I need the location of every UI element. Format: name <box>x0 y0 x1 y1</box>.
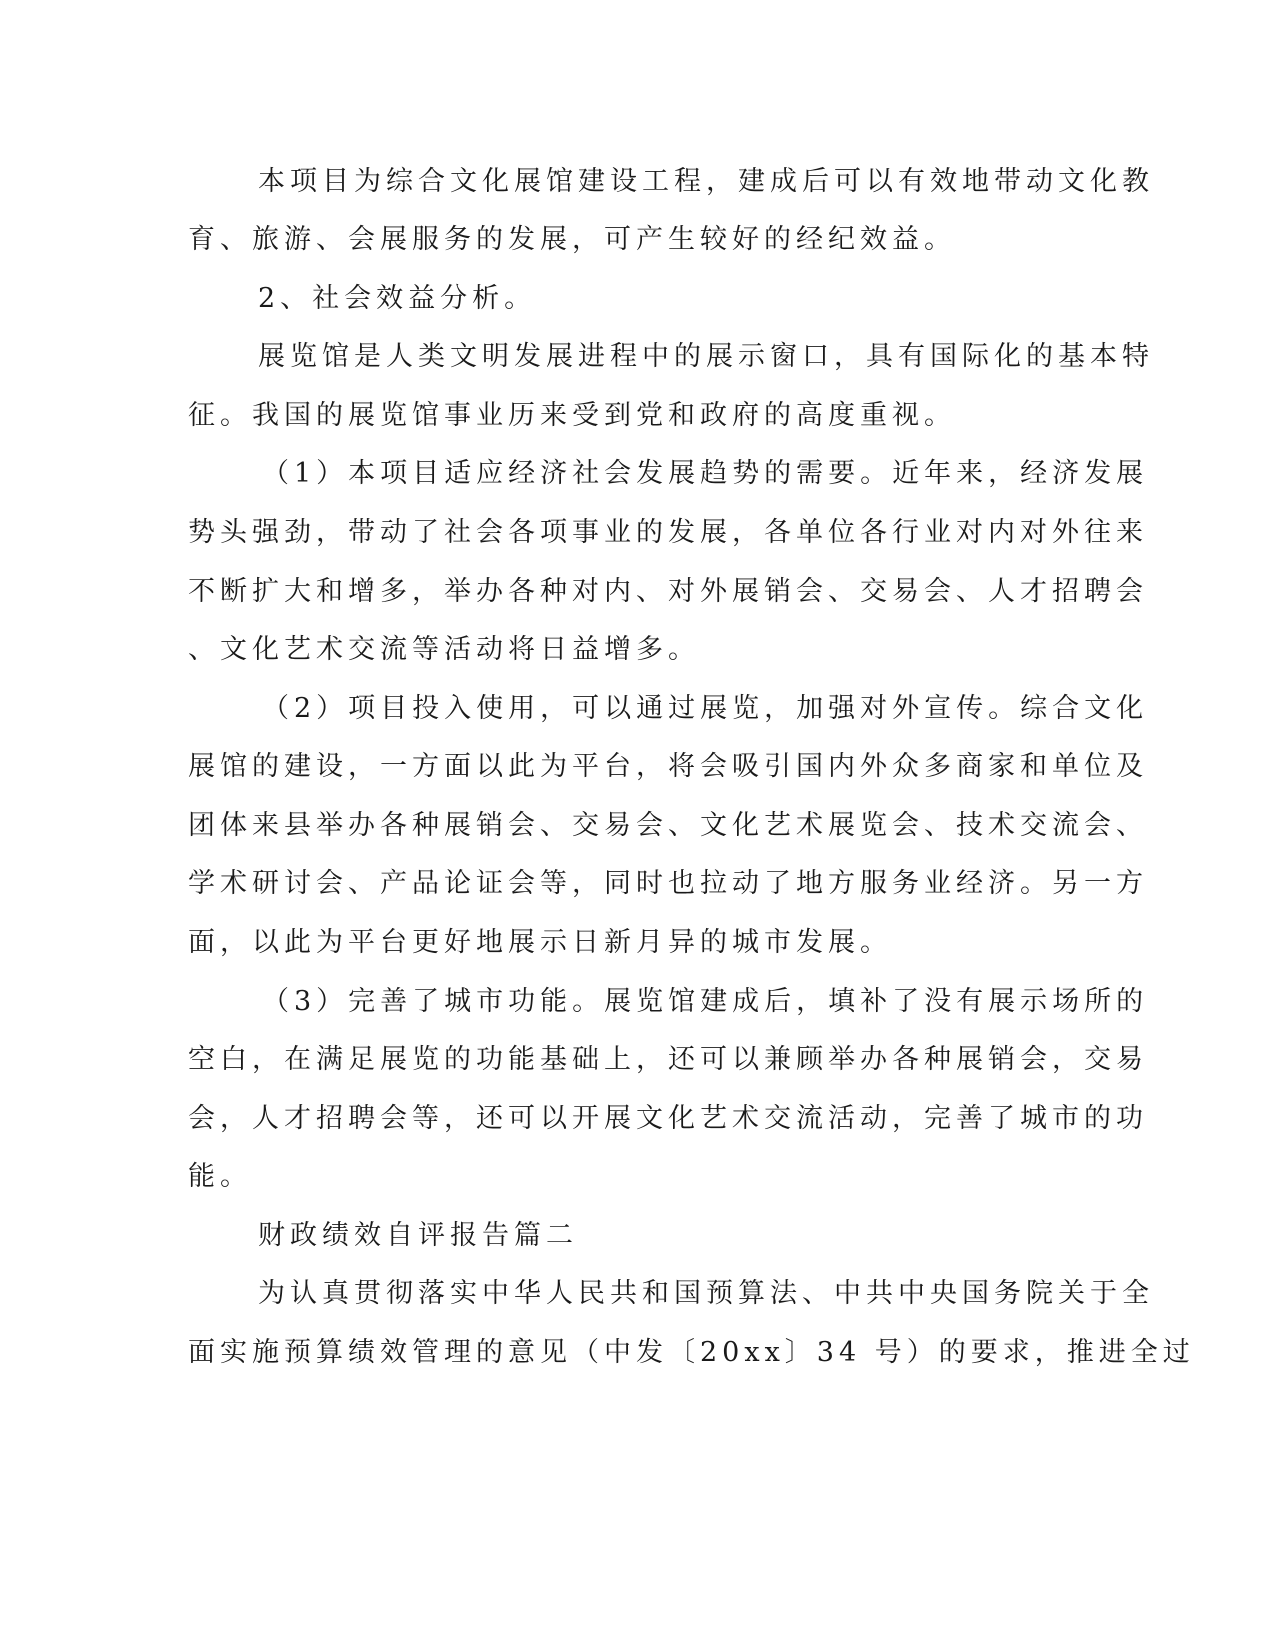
paragraph-line: （1）本项目适应经济社会发展趋势的需要。近年来，经济发展 <box>262 458 1149 489</box>
paragraph-line: （2）项目投入使用，可以通过展览，加强对外宣传。综合文化 <box>262 693 1149 724</box>
paragraph-line: 学术研讨会、产品论证会等，同时也拉动了地方服务业经济。另一方 <box>188 868 1148 899</box>
paragraph-line: （3）完善了城市功能。展览馆建成后，填补了没有展示场所的 <box>262 986 1149 1017</box>
paragraph-line: 展馆的建设，一方面以此为平台，将会吸引国内外众多商家和单位及 <box>188 751 1148 782</box>
paragraph-line: 为认真贯彻落实中华人民共和国预算法、中共中央国务院关于全 <box>258 1278 1154 1309</box>
paragraph-line: 面实施预算绩效管理的意见（中发〔20xx〕34 号）的要求，推进全过 <box>188 1337 1195 1368</box>
paragraph-line: 、文化艺术交流等活动将日益增多。 <box>188 634 700 665</box>
paragraph-line: 展览馆是人类文明发展进程中的展示窗口，具有国际化的基本特 <box>258 341 1154 372</box>
paragraph-line: 能。 <box>188 1161 252 1192</box>
paragraph-line: 征。我国的展览馆事业历来受到党和政府的高度重视。 <box>188 400 956 431</box>
paragraph-line: 会，人才招聘会等，还可以开展文化艺术交流活动，完善了城市的功 <box>188 1103 1148 1134</box>
paragraph-line: 育、旅游、会展服务的发展，可产生较好的经纪效益。 <box>188 224 956 255</box>
paragraph-line: 本项目为综合文化展馆建设工程，建成后可以有效地带动文化教 <box>258 166 1154 197</box>
paragraph-line: 团体来县举办各种展销会、交易会、文化艺术展览会、技术交流会、 <box>188 810 1148 841</box>
paragraph-line: 势头强劲，带动了社会各项事业的发展，各单位各行业对内对外往来 <box>188 517 1148 548</box>
paragraph-line: 空白，在满足展览的功能基础上，还可以兼顾举办各种展销会，交易 <box>188 1044 1148 1075</box>
paragraph-line: 面，以此为平台更好地展示日新月异的城市发展。 <box>188 927 892 958</box>
section-heading: 财政绩效自评报告篇二 <box>258 1220 578 1251</box>
section-heading: 2、社会效益分析。 <box>258 283 537 314</box>
paragraph-line: 不断扩大和增多，举办各种对内、对外展销会、交易会、人才招聘会 <box>188 576 1148 607</box>
